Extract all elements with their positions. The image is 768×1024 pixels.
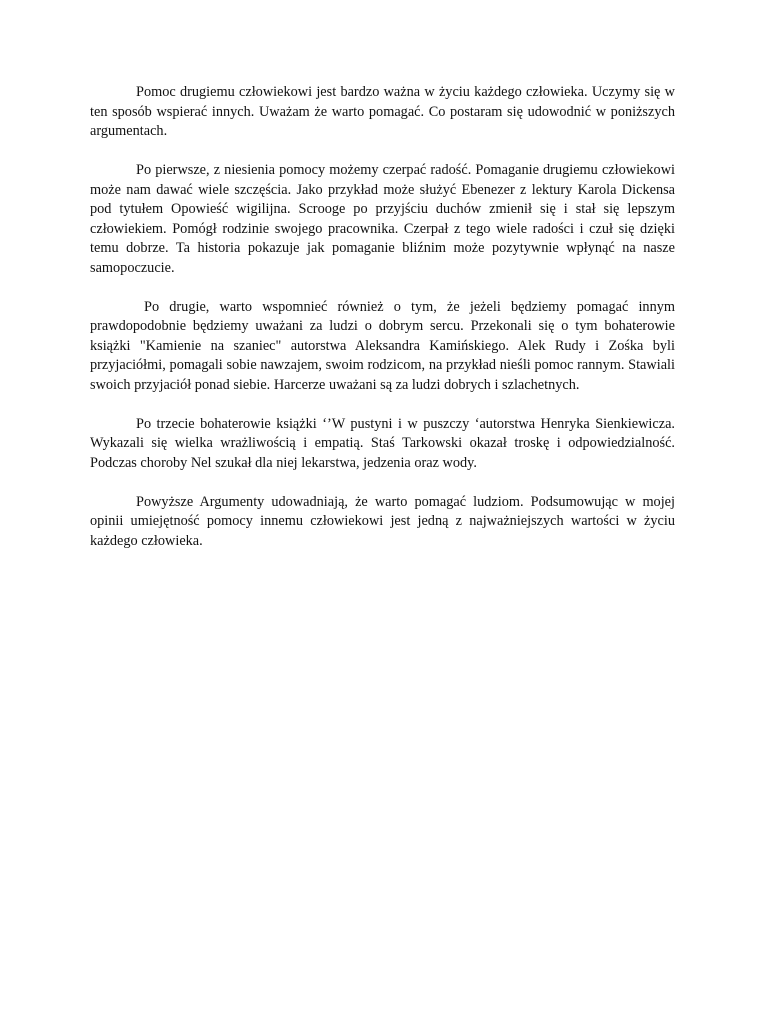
paragraph-intro: Pomoc drugiemu człowiekowi jest bardzo ważna w życiu każdego człowieka. Uczymy się w ten sposób wspierać innych. Uważam że warto pomagać. Co postaram się udowodnić w poniższych argumentach. xyxy=(90,84,675,139)
essay-body xyxy=(90,83,675,571)
paragraph-argument-2: Po drugie, warto wspomnieć również o tym, że jeżeli będziemy pomagać innym prawdopodobnie będziemy uważani za ludzi o dobrym sercu. Przekonali się o tym bohaterowie książki "Kamienie na szaniec" autorstwa Aleksandra Kamińskiego. Alek Rudy i Zośka byli przyjaciółmi, pomagali sobie nawzajem, swoim rodzicom, na przykład nieśli pomoc rannym. Stawiali swoich przyjaciół ponad siebie. Harcerze uważani są za ludzi dobrych i szlachetnych. xyxy=(90,298,675,393)
paragraph-conclusion: Powyższe Argumenty udowadniają, że warto pomagać ludziom. Podsumowując w mojej opinii umiejętność pomocy innemu człowiekowi jest jedną z najważniejszych wartości w życiu każdego człowieka. xyxy=(90,493,675,549)
paragraph-argument-1: Po pierwsze, z niesienia pomocy możemy czerpać radość. Pomaganie drugiemu człowiekowi może nam dawać wiele szczęścia. Jako przykład może służyć Ebenezer z lektury Karola Dickensa pod tytułem Opowieść wigilijna. Scrooge po przyjściu duchów zmienił się i stał się lepszym człowiekiem. Pomógł rodzinie swojego pracownika. Czerpał z tego wiele radości i czuł się dzięki temu dobrze. Ta historia pokazuje jak pomaganie bliźnim może pozytywnie wpłynąć na nasze samopoczucie. xyxy=(90,162,675,276)
paragraph-argument-3: Po trzecie bohaterowie książki ‘’W pustyni i w puszczy ‘autorstwa Henryka Sienkiewicza. Wykazali się wielka wrażliwością i empatią. Staś Tarkowski okazał troskę i odpowiedzialność. Podczas choroby Nel szukał dla niej lekarstwa, jedzenia oraz wody. xyxy=(90,415,675,471)
